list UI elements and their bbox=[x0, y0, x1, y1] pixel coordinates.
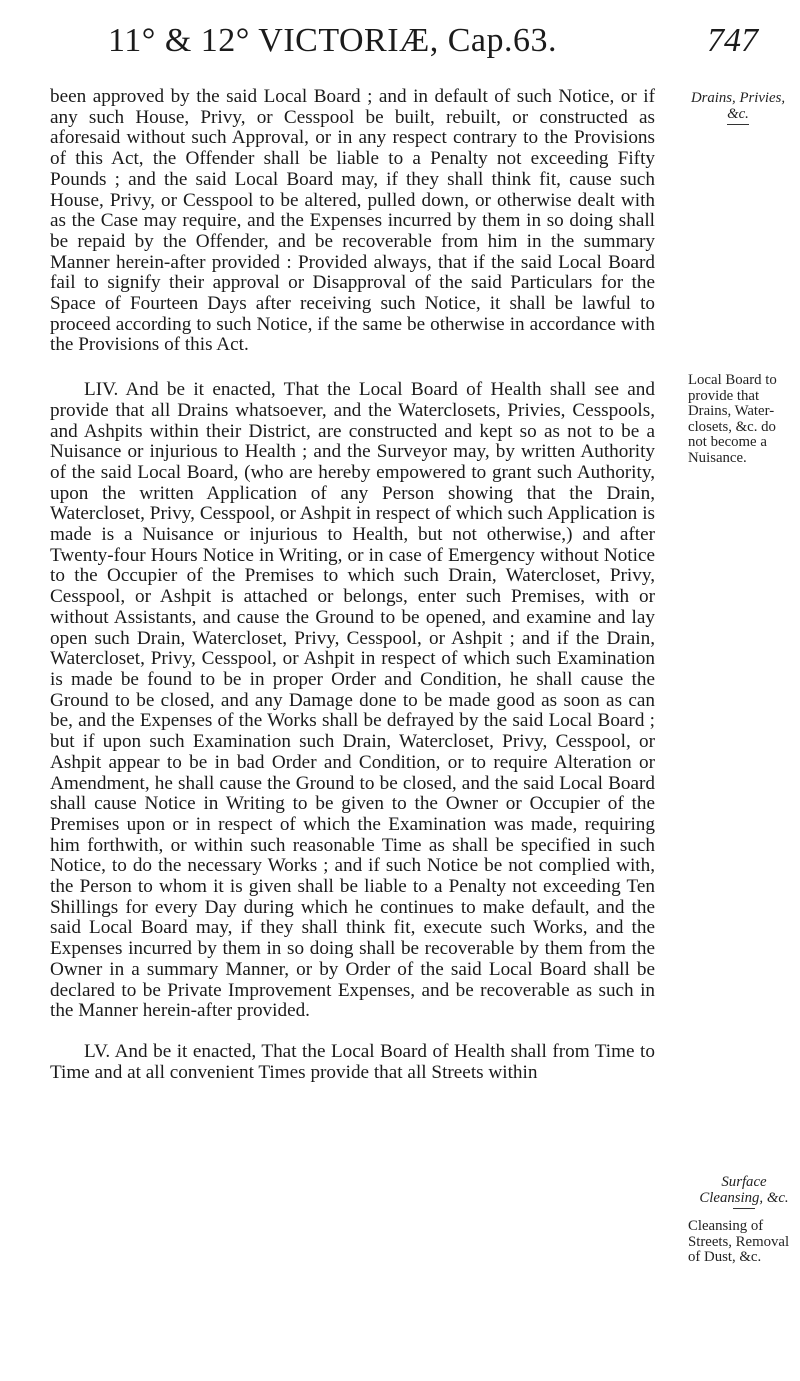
margin-note-drains-privies: Drains, Privies, &c. bbox=[690, 91, 786, 125]
margin-note-cleansing-streets: Cleansing of Streets, Removal of Dust, &c. bbox=[688, 1218, 790, 1265]
paragraph-continuation: been approved by the said Local Board ; and in default of such Notice, or if any such House, Privy, or Cesspool be built, rebuilt, or constructed as aforesaid without such Approval, or in any respect contrary to the Provisions of this Act, the Offender shall be liable to a Penalty not exceeding Fifty Pounds ; and the said Local Board may, if they shall think fit, cause such House, Privy, or Cesspool to be altered, pulled down, or otherwise dealt with as the Case may require, and the Expenses incurred by them in so doing shall be repaid by the Offender, and be recoverable from him in the summary Manner herein-after provided : Provided always, that if the said Local Board fail to signify their approval or Disapproval of the said Particulars for the Space of Fourteen Days after receiving such Notice, it shall be lawful to proceed according to such Notice, if the same be otherwise in accordance with the Provisions of this Act. bbox=[50, 86, 655, 356]
running-head bbox=[108, 22, 758, 66]
margin-note-divider bbox=[727, 124, 749, 125]
margin-note-local-board: Local Board to provide that Drains, Water-closets, &c. do not become a Nuisance. bbox=[688, 372, 777, 466]
margin-note-divider bbox=[733, 1208, 755, 1209]
act-citation: 11° & 12° VICTORIÆ, Cap.63. bbox=[108, 22, 558, 59]
section-lv: LV. And be it enacted, That the Local Board of Health shall from Time to Time and at all convenient Times provide that all Streets within bbox=[50, 1040, 655, 1083]
page-number: 747 bbox=[707, 22, 758, 59]
section-liv: LIV. And be it enacted, That the Local Board of Health shall see and provide that all Drains whatsoever, and the Waterclosets, Privies, Cesspools, and Ashpits within their District, are constructed and kept so as not to be a Nuisance or injurious to Health ; and the Surveyor may, by written Authority of the said Local Board, (who are hereby empowered to grant such Authority, upon the written Application of any Person showing that the Drain, Watercloset, Privy, Cesspool, or Ashpit in respect of which such Application is made is a Nuisance or injurious to Health, but not otherwise,) and after Twenty-four Hours Notice in Writing, or in case of Emergency without Notice to the Occupier of the Premises to which such Drain, Watercloset, Privy, Cesspool, or Ashpit is attached or belongs, enter such Premises, with or without Assistants, and cause the Ground to be opened, and examine and lay open such Drain, Watercloset, Privy, Cesspool, or Ashpit ; and if the Drain, Watercloset, Privy, Cesspool, or Ashpit in respect of which such Examination is made be found to be in proper Order and Condition, he shall cause the Ground to be closed, and any Damage done to be made good as soon as can be, and the Expenses of the Works shall be defrayed by the said Local Board ; but if upon such Examination such Drain, Watercloset, Privy, Cesspool, or Ashpit appear to be in bad Order and Condition, or to require Alteration or Amendment, he shall cause the Ground to be closed, and the said Local Board shall cause Notice in Writing to be given to the Owner or Occupier of the Premises upon or in respect of which the Examination was made, requiring him forthwith, or within such reasonable Time as shall be specified in such Notice, to do the necessary Works ; and if such Notice be not complied with, the Person to whom it is given shall be liable to a Penalty not exceeding Ten Shillings for every Day during which he continues to make default, and the said Local Board may, if they shall think fit, execute such Works, and the Expenses incurred by them in so doing shall be recoverable by them from the Owner in a summary Manner, or by Order of the said Local Board shall be declared to be Private Improvement Expenses, and be recoverable as such in the Manner herein-after provided. bbox=[50, 379, 655, 1022]
margin-note-surface-cleansing: Surface Cleansing, &c. bbox=[690, 1175, 798, 1209]
body-text bbox=[50, 87, 655, 1083]
